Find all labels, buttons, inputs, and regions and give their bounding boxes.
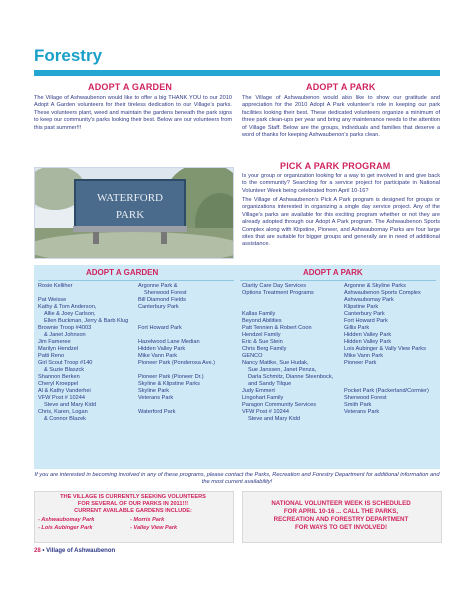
table-cell: Jim Fameree [38, 339, 71, 345]
table-cell: Eric & Sue Stein [242, 339, 283, 345]
table-cell: Ellen Buckman, Jerry & Barb Klug [44, 318, 129, 324]
table-cell: Gillis Park [344, 325, 370, 331]
available-garden-2: - Morris Park [130, 517, 165, 523]
adopt-park-text: The Village of Ashwaubenon would also like to show our gratitude and appreciation for the 2010 Adopt A Park volunteer’s role in keeping our park facilities looking their best. These dedicated volunteers organize a minimum of three park clean-ups per year and bring any maintenance needs to the attention of Village Staff. Below are the groups, individuals and families that deserve a word of thanks for keeping Ashwaubenon’s parks clean. [242, 95, 440, 139]
table-cell [138, 367, 215, 374]
table-cell [138, 402, 215, 409]
table-cell: Fort Howard Park [138, 325, 182, 331]
page-number: 28 [34, 548, 41, 554]
table-cell: Skyline & Klipstine Parks [138, 381, 200, 387]
table-cell: Argonne & Skyline Parks [344, 283, 406, 289]
garden-locations-column [138, 283, 215, 416]
park-locations-column [344, 283, 429, 416]
table-cell: Bill Diamond Fields [138, 297, 186, 303]
volunteer-week-line3: RECREATION AND FORESTRY DEPARTMENT [273, 516, 409, 523]
table-cell [344, 374, 429, 381]
adopt-park-heading: ADOPT A PARK [306, 82, 376, 92]
table-cell: Pioneer Park (Pioneer Dr.) [138, 374, 204, 380]
table-cell: Canterbury Park [138, 304, 179, 310]
section-title: Forestry [34, 46, 103, 65]
footer-text: Village of Ashwaubenon [46, 548, 116, 554]
top-margin [0, 0, 474, 40]
table-cell: Shannon Berken [38, 374, 80, 380]
table-cell: VFW Post # 10244 [242, 409, 289, 415]
table-cell: Chris Berg Family [242, 346, 287, 352]
table-cell: Lois Aubinger & Vally View Parks [344, 346, 426, 352]
table-cell: Skyline Park [138, 388, 170, 394]
table-cell [344, 367, 429, 374]
volunteer-week-line1: NATIONAL VOLUNTEER WEEK IS SCHEDULED [271, 500, 411, 507]
park-volunteers-column [242, 283, 333, 423]
pick-park-text-2: The Village of Ashwaubenon’s Pick A Park program is designed for groups or organizations interested in organizing a single day service project. Any of the Village’s parks are available for this exciting program whether or not they are already adopted through our Adopt A Park program. The Ashwaubenon Sports Complex along with Klipstine, Pioneer, and Ashwaubomay Parks are four large sites that are suitable for bigger groups and generally are in need of additional assistance. [242, 197, 440, 248]
volunteer-week-line4: FOR WAYS TO GET INVOLVED! [294, 524, 388, 531]
table-cell: Al & Kathy Vanderhei [38, 388, 91, 394]
table-cell [138, 311, 215, 318]
table-cell: Allie & Joey Carlson, [44, 311, 96, 317]
table-cell: Hidden Valley Park [138, 346, 186, 352]
table-cell: & Janet Johnson [44, 332, 86, 338]
adopt-garden-heading: ADOPT A GARDEN [88, 82, 173, 92]
table-cell: Veterans Park [138, 395, 174, 401]
table-cell: Girl Scout Troop #140 [38, 360, 93, 366]
contact-note: If you are interested in becoming involved in any of these programs, please contact the Parks, Recreation and Forestry Department for additional information and the most current availability! [34, 472, 440, 486]
pick-park-heading: PICK A PARK PROGRAM [280, 161, 391, 171]
table-cell: Ashwaubenon Sports Complex [344, 290, 421, 296]
table-cell [242, 304, 333, 311]
footer-separator: • [42, 548, 45, 554]
table-cell: Patt Tennien & Robert Coon [242, 325, 312, 331]
table-cell: Kathy & Tom Anderson, [38, 304, 97, 310]
available-garden-4: - Valley View Park [130, 525, 178, 531]
table-cell: Pocket Park (Packerland/Cormier) [344, 388, 429, 394]
table-cell: Mike Vann Park [138, 353, 178, 359]
table-cell: Waterford Park [138, 409, 176, 415]
sign-text-line1: WATERFORD [96, 192, 164, 204]
table-cell: Hidden Valley Park [344, 339, 392, 345]
table-cell: Options Treatment Programs [242, 290, 314, 296]
table-cell: Pioneer Park [344, 360, 377, 366]
table-cell: Smith Park [344, 402, 372, 408]
seeking-line1: THE VILLAGE IS CURRENTLY SEEKING VOLUNTEERS [60, 494, 206, 500]
table-cell [242, 297, 333, 304]
table-cell: Chris, Karen, Logan [38, 409, 88, 415]
table-cell [344, 381, 429, 388]
table-cell [138, 318, 215, 325]
table-cell [38, 290, 128, 297]
table-park-rule [240, 280, 436, 281]
table-cell: Canterbury Park [344, 311, 385, 317]
table-cell: Hidden Valley Park [344, 332, 392, 338]
table-cell: Hazelwood Lane Median [138, 339, 200, 345]
table-cell: Klipstine Park [344, 304, 379, 310]
table-cell: Pat Weisse [38, 297, 67, 303]
table-cell: Marilyn Hendzel [38, 346, 79, 352]
adopt-garden-text: The Village of Ashwaubenon would like to offer a big THANK YOU to our 2010 Adopt A Garden volunteers for their tireless dedication to our Village’s parks. These volunteers plant, weed and maintain the gardens beneath the park signs to keep our community’s parks looking their best. Below are our volunteers from this past summer!!! [34, 95, 232, 131]
volunteer-week-line2: FOR APRIL 10-16 ... CALL THE PARKS, [283, 508, 399, 515]
page-footer [34, 548, 115, 554]
park-sign-image [35, 168, 233, 258]
table-cell: Brownie Troop #4003 [38, 325, 92, 331]
table-cell: Sherwood Forest [344, 395, 387, 401]
table-garden-rule [38, 280, 234, 281]
table-cell: & Suzie Blaszck [44, 367, 85, 373]
table-cell: Mike Vann Park [344, 353, 384, 359]
table-cell: Argonne Park & [138, 283, 178, 289]
table-cell: Veterans Park [344, 409, 380, 415]
table-cell: Sue Janssen, Janet Penza, [248, 367, 317, 373]
table-cell: Pioneer Park (Ponderosa Ave.) [138, 360, 216, 366]
table-cell: Lingohart Family [242, 395, 284, 401]
title-rule [34, 70, 440, 76]
table-cell: VFW Post # 10244 [38, 395, 85, 401]
table-cell: Darla Schmitz, Dianne Steenbock, [248, 374, 334, 380]
table-cell: Rosie Kelliher [38, 283, 73, 289]
table-garden-heading: ADOPT A GARDEN [86, 268, 159, 277]
table-cell: Patti Reno [38, 353, 65, 359]
table-cell: GENCO [242, 353, 263, 359]
waterford-park-photo [34, 167, 234, 259]
table-cell: Kallas Family [242, 311, 276, 317]
available-garden-3: - Lois Aubinger Park [38, 525, 93, 531]
table-park-heading: ADOPT A PARK [303, 268, 363, 277]
garden-volunteers-column [38, 283, 128, 423]
table-cell: Fort Howard Park [344, 318, 388, 324]
seeking-line3: CURRENT AVAILABLE GARDENS INCLUDE: [74, 508, 192, 514]
sign-text-line2: PARK [115, 209, 145, 221]
table-cell: Hendzel Family [242, 332, 281, 338]
table-cell: Nancy Mattke, Sue Hudak, [242, 360, 309, 366]
seeking-line2: FOR SEVERAL OF OUR PARKS IN 2011!!! [77, 501, 189, 507]
available-garden-1: - Ashwaubomay Park [38, 517, 95, 523]
table-cell: Judy Emmert [242, 388, 275, 394]
table-cell: Paragon Community Services [242, 402, 316, 408]
table-cell: & Connor Blazek [44, 416, 86, 422]
table-cell: Sherwood Forest [144, 290, 187, 296]
table-cell: Beyond Abilities [242, 318, 282, 324]
pick-park-text-1: Is your group or organization looking for a way to get involved in and give back to the community? Searching for a service project for participate in National Volunteer Week being celebrated from April 10-16? [242, 173, 440, 194]
table-cell: Ashwaubomay Park [344, 297, 394, 303]
table-cell: Steve and Mary Kidd [44, 402, 96, 408]
table-cell: Cheryl Kroeppel [38, 381, 79, 387]
table-cell [138, 332, 215, 339]
table-cell: Steve and Mary Kidd [248, 416, 300, 422]
table-cell: and Sandy Tilque [248, 381, 292, 387]
table-cell: Clarity Care Day Services [242, 283, 307, 289]
